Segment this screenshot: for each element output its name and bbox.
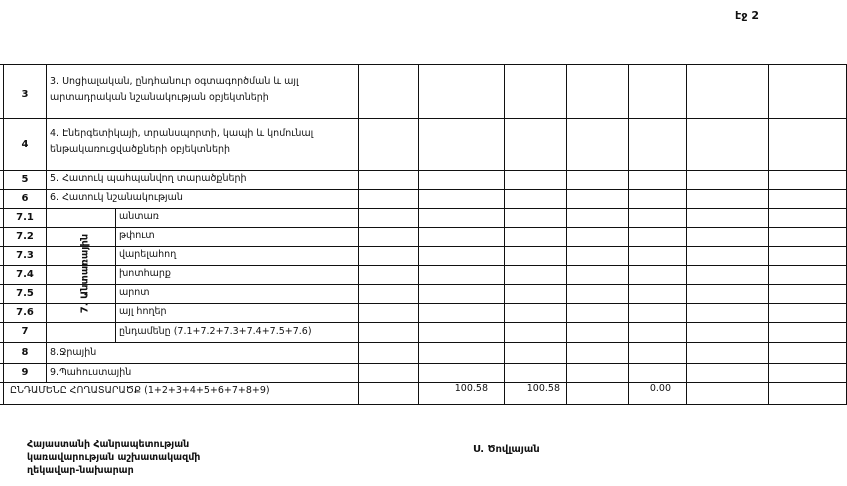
col-divider <box>566 64 567 404</box>
table-border-bottom <box>0 404 847 405</box>
footer-line: Հայաստանի Հանրապետության <box>27 439 190 450</box>
row-number: 7.4 <box>16 269 34 280</box>
row-label: այլ հողեր <box>119 306 167 317</box>
row-label: 9.Պահուստային <box>50 367 132 378</box>
col-divider <box>418 64 419 404</box>
row-label: 3. Սոցիալական, ընդհանուր օգտագործման և այլ արտադրական նշանակության օբյեկտների <box>50 76 299 103</box>
col-divider <box>686 64 687 404</box>
row-number: 7.1 <box>16 212 34 223</box>
col-divider <box>3 64 4 404</box>
col-divider <box>768 64 769 404</box>
row-label: խոտհարք <box>119 268 171 279</box>
row-number: 7.5 <box>16 288 34 299</box>
row-number: 7.6 <box>16 307 34 318</box>
total-value: 100.58 <box>526 383 560 394</box>
row-number: 8 <box>21 347 29 358</box>
row-divider <box>0 118 847 119</box>
row-number: 7.2 <box>16 231 34 242</box>
row-divider <box>0 363 847 364</box>
row-label: 5. Հատուկ պահպանվող տարածքների <box>50 173 247 184</box>
table-border-top <box>0 64 847 65</box>
total-label: ԸՆԴԱՄԵՆԸ ՀՈՂԱՏԱՐԱԾՔ (1+2+3+4+5+6+7+8+9) <box>10 385 270 396</box>
total-value: 100.58 <box>454 383 488 394</box>
signature-name: Ս. Ծովլայան <box>473 444 540 455</box>
row-number: 7.3 <box>16 250 34 261</box>
row-label: վարելահող <box>119 249 177 260</box>
col-divider <box>504 64 505 404</box>
row-label: 4. Էներգետիկայի, տրանսպորտի, կապի և կոմունալ ենթակառուցվածքների օբյեկտների <box>50 128 314 155</box>
total-value: 0.00 <box>649 383 671 394</box>
row-label: թփուտ <box>119 230 155 241</box>
col-divider <box>46 64 47 382</box>
footer-line: ղեկավար-նախարար <box>27 465 134 476</box>
row-number: 6 <box>21 193 29 204</box>
page-number: էջ 2 <box>735 9 759 22</box>
row-number: 9 <box>21 367 29 378</box>
row-number: 7 <box>21 326 29 337</box>
footer-line: կառավարության աշխատակազմի <box>27 452 201 463</box>
row-label: 8.Ջրային <box>50 347 97 358</box>
row-number: 5 <box>21 174 29 185</box>
row-number: 4 <box>21 139 29 150</box>
col-divider <box>358 64 359 404</box>
forest-group-label: 7. Անտառային <box>79 233 91 314</box>
row-label: ընդամենը (7.1+7.2+7.3+7.4+7.5+7.6) <box>119 326 312 337</box>
row-label: 6. Հատուկ նշանակության <box>50 192 183 203</box>
row-divider <box>0 342 847 343</box>
row-divider <box>0 322 847 323</box>
col-divider <box>628 64 629 404</box>
col-divider <box>115 208 116 342</box>
row-number: 3 <box>21 89 29 100</box>
row-label: արոտ <box>119 287 150 298</box>
row-label: անտառ <box>119 211 159 222</box>
footer-signatory-title <box>27 438 200 477</box>
